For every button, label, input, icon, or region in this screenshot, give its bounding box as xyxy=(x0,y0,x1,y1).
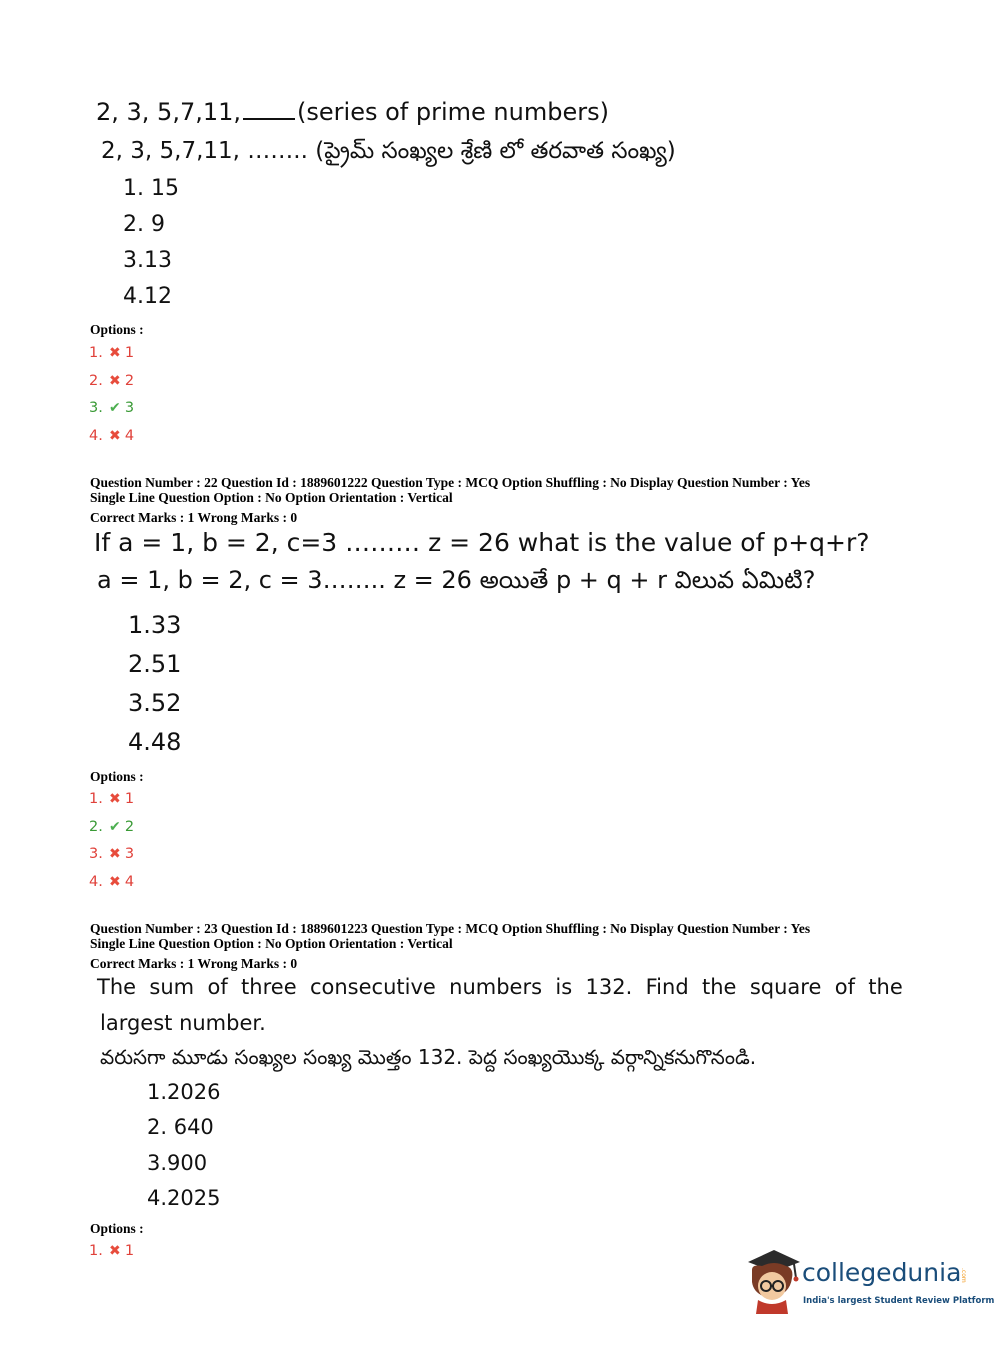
question-21-options-label: Options : xyxy=(90,322,144,337)
option-value: 1 xyxy=(124,791,135,807)
question-21-option-2 xyxy=(89,371,134,391)
question-22-option-2 xyxy=(89,817,134,837)
cross-icon: ✖ xyxy=(108,1243,121,1259)
question-23-option-1 xyxy=(89,1241,134,1261)
option-value: 4 xyxy=(124,428,135,445)
cross-icon: ✖ xyxy=(108,372,121,389)
question-21-series-note: (series of prime numbers) xyxy=(297,98,609,126)
question-22-answer-2: 2.51 xyxy=(128,650,182,678)
question-23-answer-2: 2. 640 xyxy=(147,1115,214,1139)
option-value: 4 xyxy=(124,874,135,891)
option-value: 3 xyxy=(124,400,135,417)
question-23-text-en-line-2: largest number. xyxy=(100,1011,266,1035)
question-22-text-te: a = 1, b = 2, c = 3…….. z = 26 అయితే p + q + r విలువ ఏమిటి? xyxy=(97,566,816,594)
cross-icon: ✖ xyxy=(108,428,121,445)
option-value: 1 xyxy=(124,345,135,361)
question-22-answer-3: 3.52 xyxy=(128,689,182,717)
question-21-option-1 xyxy=(89,343,134,363)
question-22-text-en: If a = 1, b = 2, c=3 ……… z = 26 what is the value of p+q+r? xyxy=(94,528,870,557)
cross-icon: ✖ xyxy=(108,345,121,361)
check-icon: ✔ xyxy=(108,818,121,835)
logo-com-suffix: .com xyxy=(960,1268,967,1283)
question-22-answer-4: 4.48 xyxy=(128,728,182,756)
logo-tagline: India's largest Student Review Platform xyxy=(803,1296,995,1306)
option-number: 1. xyxy=(89,791,103,807)
check-icon: ✔ xyxy=(108,400,121,417)
option-number: 3. xyxy=(89,846,103,863)
question-23-marks: Correct Marks : 1 Wrong Marks : 0 xyxy=(90,956,298,971)
option-number: 1. xyxy=(89,345,103,361)
question-22-option-1 xyxy=(89,789,134,809)
option-number: 3. xyxy=(89,400,103,417)
mascot-icon xyxy=(742,1248,804,1316)
question-22-answer-1: 1.33 xyxy=(128,611,182,639)
option-number: 4. xyxy=(89,428,103,445)
question-23-options-label: Options : xyxy=(90,1221,144,1236)
option-value: 2 xyxy=(124,818,135,835)
option-number: 2. xyxy=(89,818,103,835)
question-23-text-te: వరుసగా మూడు సంఖ్యల సంఖ్య మొత్తం 132. పెద్ద సంఖ్యయొక్క వర్గాన్నికనుగొనండి. xyxy=(100,1045,757,1069)
option-value: 3 xyxy=(124,846,135,863)
question-23-meta-line-2: Single Line Question Option : No Option Orientation : Vertical xyxy=(90,936,453,951)
question-21-series: 2, 3, 5,7,11, xyxy=(96,98,242,126)
cross-icon: ✖ xyxy=(108,874,121,891)
question-22-options-label: Options : xyxy=(90,769,144,784)
question-23-meta-line-1: Question Number : 23 Question Id : 1889601223 Question Type : MCQ Option Shuffling : No Display Question Number : Yes xyxy=(90,921,811,936)
question-21-option-4 xyxy=(89,426,134,446)
question-22-meta-line-2: Single Line Question Option : No Option Orientation : Vertical xyxy=(90,490,453,505)
question-23-answer-1: 1.2026 xyxy=(147,1080,221,1104)
question-21-answer-3: 3.13 xyxy=(123,248,172,273)
question-21-text-te: 2, 3, 5,7,11, …….. (ప్రైమ్ సంఖ్యల శ్రేణి లో తరవాత సంఖ్య) xyxy=(101,138,676,164)
cross-icon: ✖ xyxy=(108,846,121,863)
option-number: 1. xyxy=(89,1243,103,1259)
question-21-answer-1: 1. 15 xyxy=(123,176,179,201)
question-21-option-3 xyxy=(89,398,134,418)
collegedunia-logo xyxy=(742,1248,995,1318)
question-21-answer-4: 4.12 xyxy=(123,284,172,309)
answer-blank xyxy=(243,117,295,120)
option-number: 4. xyxy=(89,874,103,891)
question-22-marks: Correct Marks : 1 Wrong Marks : 0 xyxy=(90,510,298,525)
question-23-text-en-line-1: The sum of three consecutive numbers is 132. Find the square of the xyxy=(97,975,903,999)
option-number: 2. xyxy=(89,372,103,389)
option-value: 1 xyxy=(124,1243,135,1259)
question-22-meta-line-1: Question Number : 22 Question Id : 1889601222 Question Type : MCQ Option Shuffling : No Display Question Number : Yes xyxy=(90,475,811,490)
cross-icon: ✖ xyxy=(108,791,121,807)
question-21-text-en xyxy=(96,98,609,126)
question-23-answer-3: 3.900 xyxy=(147,1151,208,1175)
question-21-answer-2: 2. 9 xyxy=(123,212,165,237)
question-22-option-4 xyxy=(89,872,134,892)
logo-wordmark: collegedunia xyxy=(802,1258,962,1287)
option-value: 2 xyxy=(124,372,135,389)
question-23-answer-4: 4.2025 xyxy=(147,1186,221,1210)
question-22-option-3 xyxy=(89,844,134,864)
